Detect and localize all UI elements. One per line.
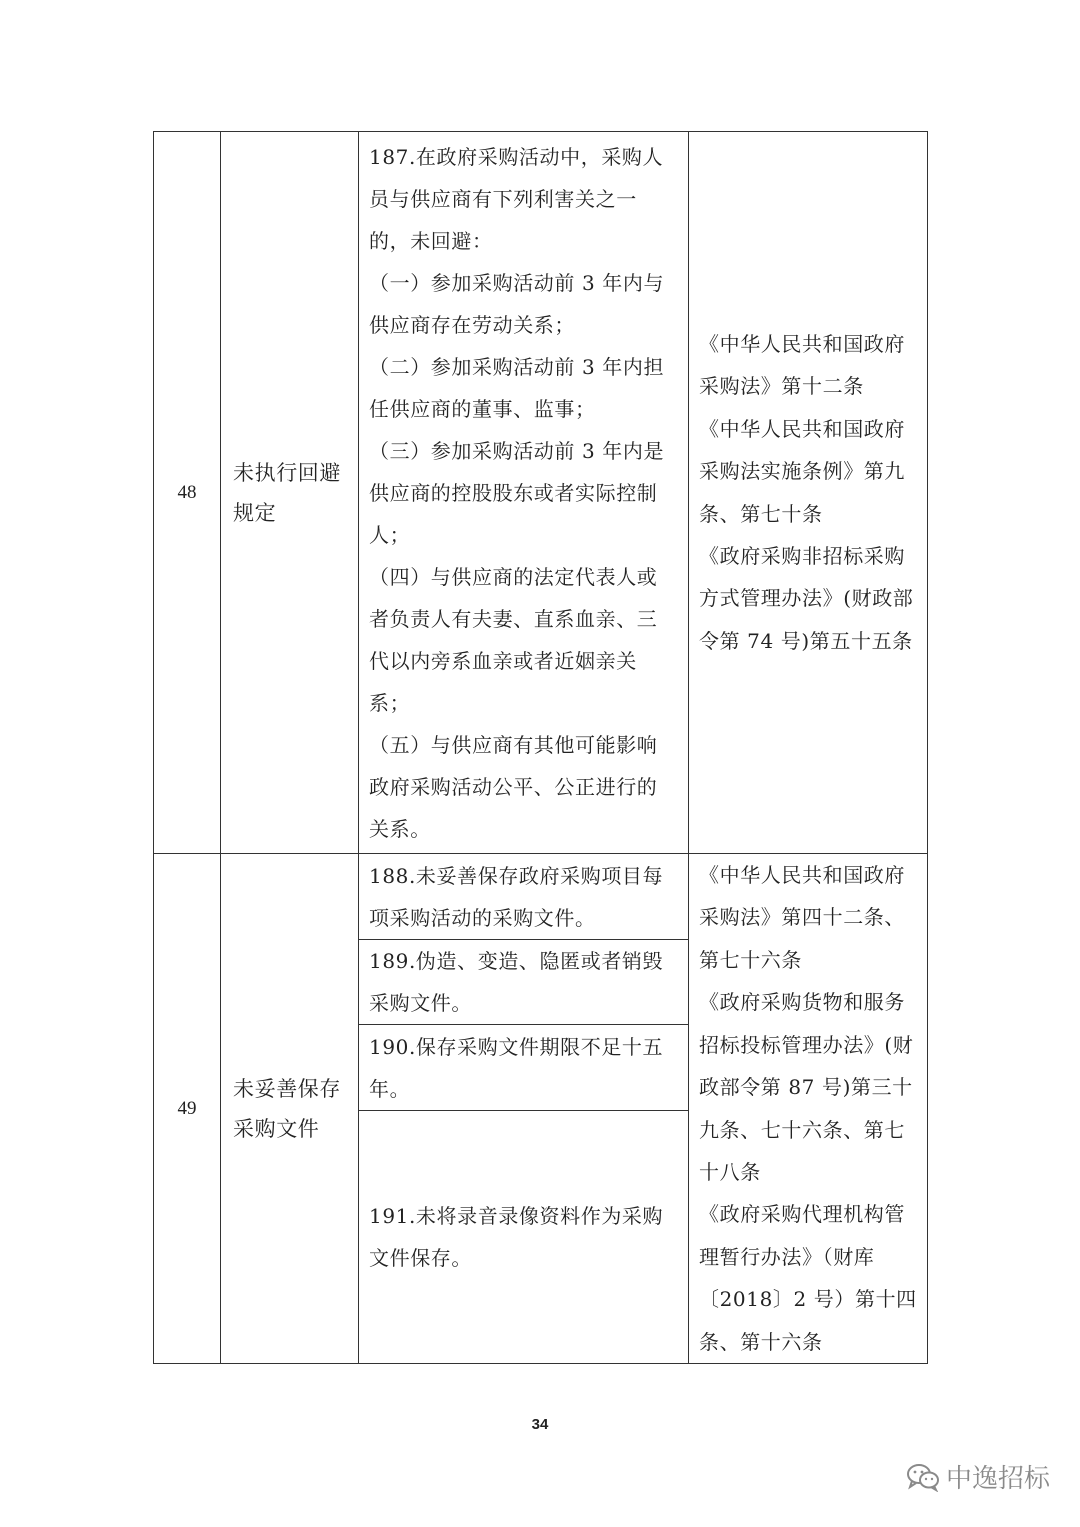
- page-number: 34: [531, 1416, 549, 1433]
- issue-line: （一）参加采购活动前 3 年内与: [369, 270, 665, 295]
- basis-line: 采购法实施条例》第九: [699, 459, 905, 484]
- watermark: [906, 1458, 1050, 1495]
- basis-line: 《政府采购货物和服务: [699, 990, 905, 1015]
- basis-line: 《政府采购非招标采购: [699, 543, 905, 568]
- basis-line: 条、第十六条: [699, 1329, 823, 1354]
- issue-line: 代以内旁系血亲或者近姻亲关: [369, 648, 637, 673]
- basis-line: 政部令第 87 号)第三十: [699, 1075, 913, 1100]
- basis-line: 〔2018〕2 号）第十四: [699, 1287, 917, 1312]
- basis-line: 九条、七十六条、第七: [699, 1117, 905, 1142]
- issue-line: 191.未将录音录像资料作为采购: [369, 1204, 664, 1228]
- issue-line: 年。: [369, 1076, 411, 1101]
- category-line: 规定: [233, 500, 277, 525]
- category-cell: [221, 854, 359, 1364]
- issue-line: 采购文件。: [369, 991, 472, 1015]
- issue-line: 187.在政府采购活动中，采购人: [369, 144, 664, 169]
- issue-line: 项采购活动的采购文件。: [369, 905, 596, 930]
- violations-table: [153, 131, 928, 1364]
- issue-line: 文件保存。: [369, 1246, 472, 1270]
- table-row: [154, 132, 928, 854]
- legal-basis-cell: [689, 854, 928, 1364]
- basis-line: 《中华人民共和国政府: [699, 863, 905, 888]
- issue-line: 任供应商的董事、监事；: [369, 396, 596, 421]
- category-cell: [221, 132, 359, 854]
- table-row: [154, 854, 928, 940]
- category-line: 未执行回避: [233, 460, 341, 485]
- basis-line: 理暂行办法》（财库: [699, 1244, 875, 1269]
- issue-line: （二）参加采购活动前 3 年内担: [369, 354, 665, 379]
- category-line: 未妥善保存: [233, 1076, 341, 1101]
- issue-line: 政府采购活动公平、公正进行的: [369, 774, 658, 799]
- issue-line: 188.未妥善保存政府采购项目每: [369, 863, 664, 888]
- basis-line: 采购法》第四十二条、: [699, 905, 905, 930]
- category-line: 采购文件: [233, 1116, 320, 1141]
- watermark-text: 中逸招标: [945, 1464, 1050, 1494]
- issue-line: 190.保存采购文件期限不足十五: [369, 1034, 664, 1059]
- basis-line: 招标投标管理办法》(财: [699, 1032, 914, 1057]
- issue-line: 的，未回避：: [369, 228, 493, 253]
- issue-line: 供应商的控股股东或者实际控制: [369, 480, 658, 505]
- basis-line: 方式管理办法》(财政部: [699, 586, 914, 611]
- issue-line: （四）与供应商的法定代表人或: [369, 564, 658, 589]
- issue-line: 员与供应商有下列利害关之一: [369, 186, 637, 211]
- basis-line: 第七十六条: [699, 947, 802, 972]
- issue-line: 供应商存在劳动关系；: [369, 312, 575, 337]
- issue-line: 关系。: [369, 816, 431, 841]
- issue-cell: [359, 940, 689, 1025]
- basis-line: 令第 74 号)第五十五条: [699, 628, 913, 653]
- basis-line: 《中华人民共和国政府: [699, 331, 905, 356]
- row-number: 48: [154, 132, 221, 854]
- legal-basis-cell: [689, 132, 928, 854]
- issue-line: 人；: [369, 522, 411, 547]
- issue-line: （五）与供应商有其他可能影响: [369, 732, 658, 757]
- basis-line: 条、第七十条: [699, 501, 823, 526]
- basis-line: 十八条: [699, 1159, 761, 1184]
- issue-line: 189.伪造、变造、隐匿或者销毁: [369, 949, 664, 973]
- issue-line: 者负责人有夫妻、直系血亲、三: [369, 606, 658, 631]
- issue-line: （三）参加采购活动前 3 年内是: [369, 438, 665, 463]
- issue-cell: [359, 132, 689, 854]
- issue-line: 系；: [369, 690, 411, 715]
- issue-cell: [359, 854, 689, 940]
- row-number: 49: [154, 854, 221, 1364]
- issue-cell: [359, 1111, 689, 1364]
- issue-cell: [359, 1025, 689, 1111]
- basis-line: 《政府采购代理机构管: [699, 1202, 905, 1227]
- basis-line: 采购法》第十二条: [699, 374, 864, 399]
- basis-line: 《中华人民共和国政府: [699, 416, 905, 441]
- wechat-icon: [906, 1462, 940, 1492]
